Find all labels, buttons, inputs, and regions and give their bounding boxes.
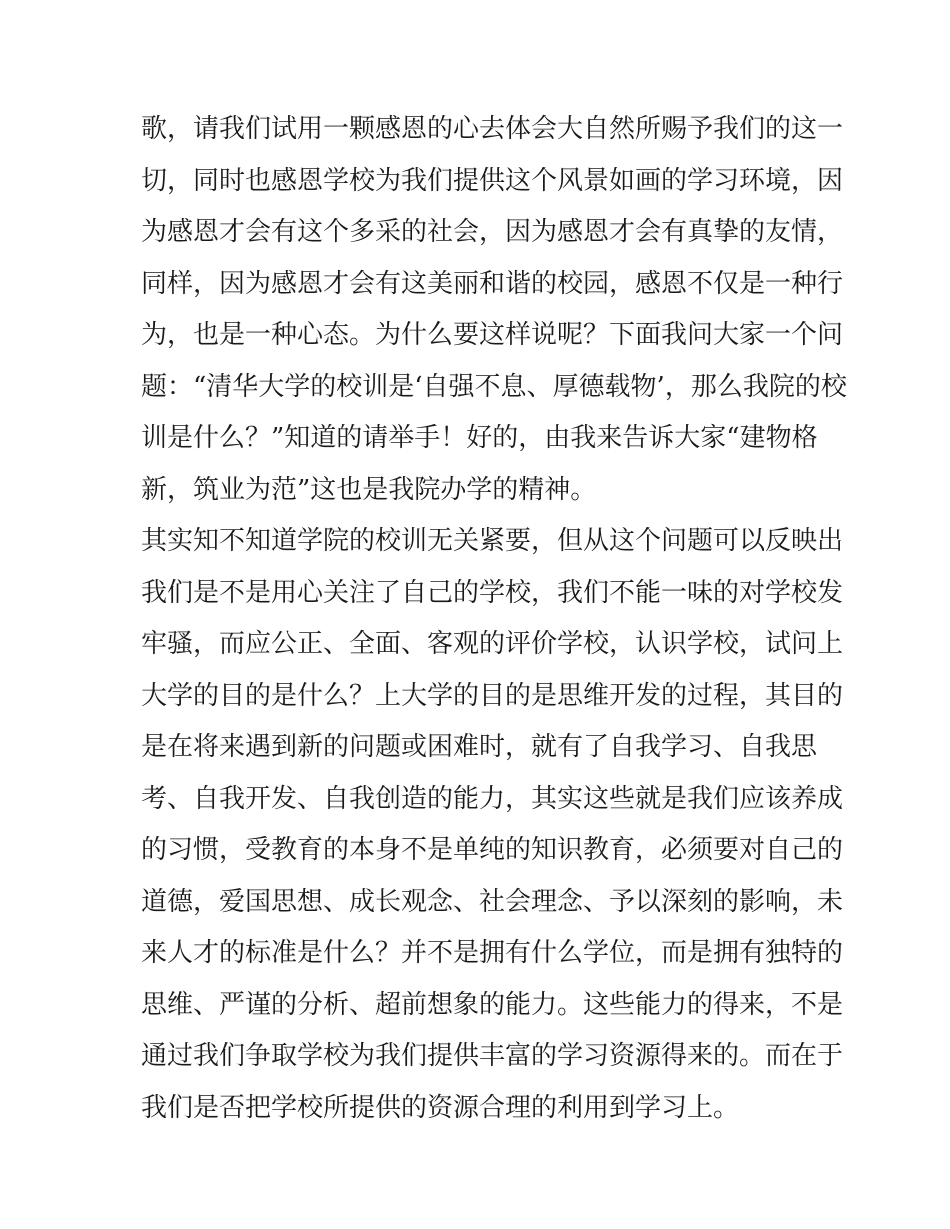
text-line: 我们是否把学校所提供的资源合理的利用到学习上。 (141, 1092, 740, 1123)
text-line: 来人才的标准是什么？并不是拥有什么学位，而是拥有独特的 (141, 938, 844, 968)
text-line: 是在将来遇到新的问题或困难时，就有了自我学习、自我思 (141, 732, 818, 762)
text-line: 大学的目的是什么？上大学的目的是思维开发的过程，其目的 (141, 680, 844, 711)
text-line: 道德，爱国思想、成长观念、社会理念、予以深刻的影响，未 (141, 886, 844, 917)
body-text (141, 104, 847, 1134)
text-line: 我们是不是用心关注了自己的学校，我们不能一味的对学校发 (141, 577, 844, 608)
text-line: 的习惯，受教育的本身不是单纯的知识教育，必须要对自己的 (141, 835, 844, 865)
text-line: 歌，请我们试用一颗感恩的心去体会大自然所赐予我们的这一 (141, 114, 844, 144)
text-line: 其实知不知道学院的校训无关紧要，但从这个问题可以反映出 (141, 526, 844, 556)
text-line: 为感恩才会有这个多采的社会，因为感恩才会有真挚的友情， (141, 217, 844, 247)
text-line: 题：“清华大学的校训是‘自强不息、厚德载物’，那么我院的校 (141, 371, 847, 402)
text-line: 新，筑业为范”这也是我院办学的精神。 (141, 474, 597, 505)
text-line: 通过我们争取学校为我们提供丰富的学习资源得来的。而在于 (141, 1041, 844, 1071)
text-line: 牢骚，而应公正、全面、客观的评价学校，认识学校，试问上 (141, 629, 844, 659)
text-line: 为，也是一种心态。为什么要这样说呢？下面我问大家一个问 (141, 320, 844, 350)
text-line: 考、自我开发、自我创造的能力，其实这些就是我们应该养成 (141, 783, 844, 814)
text-line: 切，同时也感恩学校为我们提供这个风景如画的学习环境，因 (141, 165, 844, 196)
text-line: 同样，因为感恩才会有这美丽和谐的校园，感恩不仅是一种行 (141, 268, 844, 299)
text-line: 训是什么？”知道的请举手！好的，由我来告诉大家“建物格 (141, 423, 818, 453)
text-line: 思维、严谨的分析、超前想象的能力。这些能力的得来，不是 (141, 989, 844, 1020)
